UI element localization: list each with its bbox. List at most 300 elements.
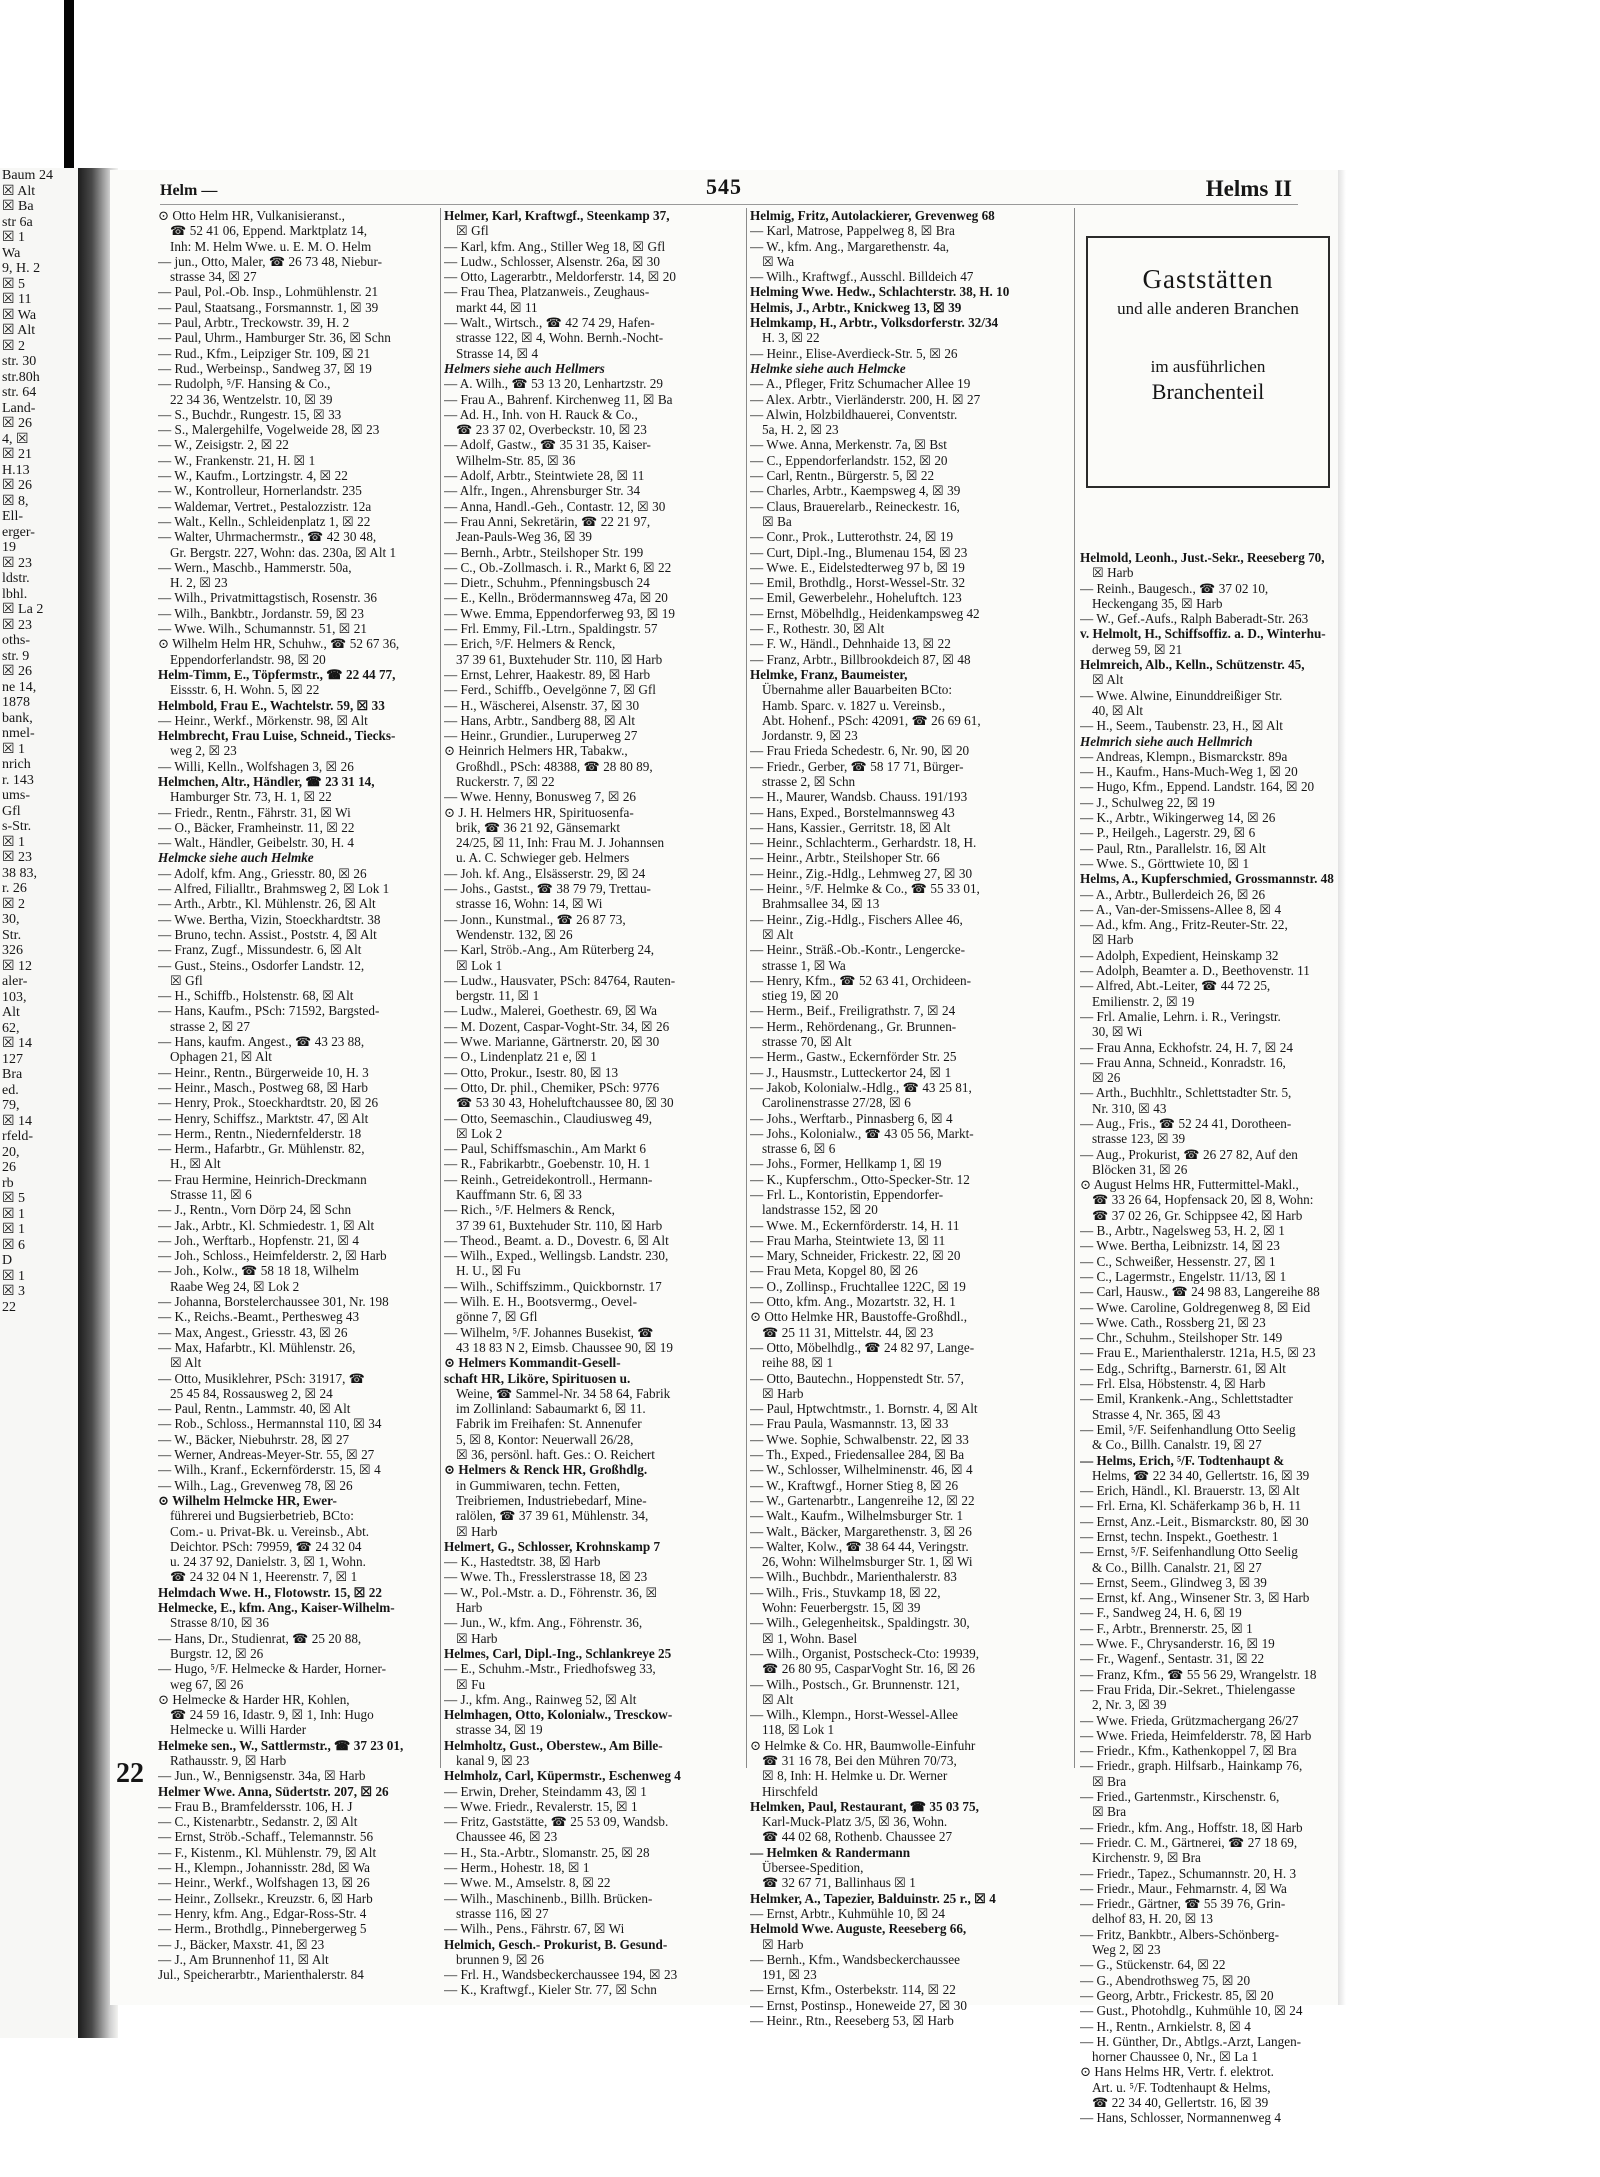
fragment-line: ☒ 2 <box>2 338 26 354</box>
directory-entry: — Ernst, Lehrer, Haakestr. 89, ☒ Harb <box>444 666 651 682</box>
directory-entry: weg 2, ☒ 23 <box>170 743 237 759</box>
fragment-line: Ell- <box>2 509 23 524</box>
directory-entry: — Emil, Brothdlg., Horst-Wessel-Str. 32 <box>750 575 966 591</box>
directory-entry: — Friedr., Rentn., Fährstr. 31, ☒ Wi <box>158 804 351 820</box>
directory-entry: Helmers siehe auch Hellmers <box>444 360 605 376</box>
directory-entry: ☒ Harb <box>762 1936 804 1952</box>
directory-entry: — Wilh., Gelegenheitsk., Spaldingstr. 30, <box>750 1615 970 1631</box>
directory-entry: — Wwe. E., Eidelstedterweg 97 b, ☒ 19 <box>750 559 965 575</box>
directory-entry: ☎ 52 41 06, Eppend. Marktplatz 14, <box>170 223 367 239</box>
directory-entry: — Waldemar, Vertret., Pestalozzistr. 12a <box>158 498 372 514</box>
fragment-line: r. 143 <box>2 772 34 788</box>
directory-entry: — Friedr., Gerber, ☎ 58 17 71, Bürger- <box>750 758 964 774</box>
directory-entry: — Heinr., Zig.-Hdlg., Lehmweg 27, ☒ 30 <box>750 865 973 881</box>
directory-entry: — Helmken & Randermann <box>750 1844 911 1860</box>
directory-entry: ⊙ Helmers & Renck HR, Großhdlg. <box>444 1462 648 1478</box>
directory-entry: — H., Klempn., Johannisstr. 28d, ☒ Wa <box>158 1860 370 1876</box>
fragment-line: 4, ☒ <box>2 431 29 447</box>
directory-entry: & Co., Billh. Canalstr. 21, ☒ 27 <box>1092 1559 1262 1575</box>
directory-entry: — Johs., Werftarb., Pinnasberg 6, ☒ 4 <box>750 1110 953 1126</box>
directory-entry: — Wilh., Organist, Postscheck-Cto: 19939, <box>750 1645 980 1661</box>
directory-entry: Helmker, A., Tapezier, Balduinstr. 25 r., ☒ 4 <box>750 1890 996 1906</box>
directory-entry: — Paul, Uhrm., Hamburger Str. 36, ☒ Schn <box>158 330 391 346</box>
directory-entry: ⊙ Wilhelm Helm HR, Schuhw., ☎ 52 67 36, <box>158 636 400 652</box>
fragment-line: ☒ 1 <box>2 741 26 757</box>
directory-entry: — Frau Anni, Sekretärin, ☎ 22 21 97, <box>444 513 651 529</box>
directory-entry: ☎ 23 37 02, Overbeckstr. 10, ☒ 23 <box>456 422 647 438</box>
directory-entry: Helmbold, Frau E., Wachtelstr. 59, ☒ 33 <box>158 697 385 713</box>
directory-entry: Ruckerstr. 7, ☒ 22 <box>456 773 555 789</box>
directory-entry: Helmcke siehe auch Helmke <box>158 850 314 866</box>
directory-entry: — Adolf, kfm. Ang., Griesstr. 80, ☒ 26 <box>158 865 367 881</box>
directory-entry: Raabe Weg 24, ☒ Lok 2 <box>170 1278 300 1294</box>
directory-entry: — Wilh., Pens., Fährstr. 67, ☒ Wi <box>444 1921 625 1937</box>
directory-entry: — K., Reichs.-Beamt., Perthesweg 43 <box>158 1309 360 1325</box>
directory-entry: — J., Hausmstr., Lutteckertor 24, ☒ 1 <box>750 1064 952 1080</box>
directory-entry: — Hans, Kassier., Gerritstr. 18, ☒ Alt <box>750 819 951 835</box>
directory-entry: — Frau Anna, Schneid., Konradstr. 16, <box>1080 1054 1286 1070</box>
fragment-line: str 6a <box>2 214 33 230</box>
directory-entry: — Johs., Former, Hellkamp 1, ☒ 19 <box>750 1156 942 1172</box>
directory-entry: Hamburger Str. 73, H. 1, ☒ 22 <box>170 789 332 805</box>
directory-entry: — O., Zollinsp., Fruchtallee 122C, ☒ 19 <box>750 1278 966 1294</box>
directory-entry: ☒ Alt <box>762 1691 794 1707</box>
directory-entry: Helmes, Carl, Dipl.-Ing., Schlankreye 25 <box>444 1645 672 1661</box>
directory-entry: — Wwe. Bertha, Vizin, Stoeckhardtstr. 38 <box>158 911 381 927</box>
directory-entry: in Gummiwaren, techn. Fetten, <box>456 1477 621 1493</box>
directory-entry: — W., Zeisigstr. 2, ☒ 22 <box>158 437 289 453</box>
directory-entry: — C., Ob.-Zollmasch. i. R., Markt 6, ☒ 22 <box>444 559 672 575</box>
directory-entry: im Zollinland: Sabaumarkt 6, ☒ 11. <box>456 1401 646 1417</box>
directory-entry: — Rud., Kfm., Leipziger Str. 109, ☒ 21 <box>158 345 371 361</box>
column-4 <box>1080 550 1334 2126</box>
directory-entry: Jean-Pauls-Weg 36, ☒ 39 <box>456 529 593 545</box>
page-number: 545 <box>706 174 742 199</box>
directory-entry: — Hans, Schlosser, Normannenweg 4 <box>1080 2110 1281 2126</box>
directory-entry: — H., Seem., Taubenstr. 23, H., ☒ Alt <box>1080 718 1283 734</box>
directory-entry: — Bernh., Kfm., Wandsbeckerchaussee <box>750 1951 960 1967</box>
page-edge <box>1338 170 1346 2005</box>
directory-entry: — Friedr., Gärtner, ☎ 55 39 76, Grin- <box>1080 1896 1286 1912</box>
fragment-line: ums- <box>2 788 30 803</box>
directory-entry: 40, ☒ Alt <box>1092 702 1144 718</box>
directory-entry: — C., Schweißer, Hessenstr. 27, ☒ 1 <box>1080 1253 1276 1269</box>
directory-entry: ⊙ August Helms HR, Futtermittel-Makl., <box>1080 1177 1299 1193</box>
fragment-line: oths- <box>2 633 30 648</box>
directory-entry: Helmke, Franz, Baumeister, <box>750 666 908 682</box>
directory-entry: Helmecke, E., kfm. Ang., Kaiser-Wilhelm- <box>158 1600 395 1616</box>
directory-entry: Helmreich, Alb., Kelln., Schützenstr. 45, <box>1080 657 1305 673</box>
directory-entry: führerei und Bugsierbetrieb, BCto: <box>170 1508 354 1524</box>
directory-entry: ☒ Ba <box>762 513 792 529</box>
directory-entry: Kirchenstr. 9, ☒ Bra <box>1092 1850 1201 1866</box>
directory-entry: Kauffmann Str. 6, ☒ 33 <box>456 1187 582 1202</box>
directory-entry: Helmecke u. Willi Harder <box>170 1722 307 1738</box>
directory-entry: — Adolph, Expedient, Heinskamp 32 <box>1080 947 1279 963</box>
directory-entry: — Frau Meta, Kopgel 80, ☒ 26 <box>750 1263 918 1279</box>
directory-entry: — W., Schlosser, Wilhelminenstr. 46, ☒ 4 <box>750 1462 973 1478</box>
directory-entry: — Hans, Exped., Borstelmannsweg 43 <box>750 804 955 820</box>
directory-entry: strasse 70, ☒ Alt <box>762 1034 852 1050</box>
directory-entry: Helmbrecht, Frau Luise, Schneid., Tiecks- <box>158 728 396 744</box>
directory-page <box>110 170 1338 2126</box>
directory-entry: Nr. 310, ☒ 43 <box>1092 1100 1167 1116</box>
fragment-line: D <box>2 1253 13 1268</box>
directory-entry: — Frau Thea, Platzanweis., Zeughaus- <box>444 284 650 300</box>
directory-entry: — H., Sta.-Arbtr., Slomanstr. 25, ☒ 28 <box>444 1844 650 1860</box>
directory-entry: — Conr., Prok., Lutterothstr. 24, ☒ 19 <box>750 529 954 545</box>
directory-entry: ☒ Alt <box>762 926 794 942</box>
directory-entry: ☒ Harb <box>1092 565 1134 581</box>
directory-entry: — Wwe. F., Chrysanderstr. 16, ☒ 19 <box>1080 1636 1275 1652</box>
directory-entry: — Otto, Seemaschin., Claudiusweg 49, <box>444 1110 653 1126</box>
directory-entry: — Joh., Werftarb., Hopfenstr. 21, ☒ 4 <box>158 1232 359 1248</box>
directory-entry: — A. Wilh., ☎ 53 13 20, Lenhartzstr. 29 <box>444 376 663 392</box>
header-rule <box>160 204 1298 205</box>
directory-entry: — Walt., Kelln., Schleidenplatz 1, ☒ 22 <box>158 513 371 529</box>
directory-entry: ☒ 8, Inh: H. Helmke u. Dr. Werner <box>762 1768 948 1784</box>
directory-entry: — E., Schuhm.-Mstr., Friedhofsweg 33, <box>444 1661 656 1677</box>
directory-entry: — Fritz, Bankbtr., Albers-Schönberg- <box>1080 1926 1280 1942</box>
directory-entry: — Fried., Gartenmstr., Kirschenstr. 6, <box>1080 1789 1280 1805</box>
directory-entry: — Jakob, Kolonialw.-Hdlg., ☎ 43 25 81, <box>750 1079 972 1095</box>
directory-entry: delhof 83, H. 20, ☒ 13 <box>1092 1911 1213 1927</box>
directory-entry: Übersee-Spedition, <box>762 1860 864 1876</box>
directory-entry: — Otto, kfm. Ang., Mozartstr. 32, H. 1 <box>750 1294 956 1310</box>
fragment-line: str. 9 <box>2 648 30 664</box>
fragment-line: ☒ 5 <box>2 276 26 292</box>
ad-line: im ausführlichen <box>1150 357 1266 376</box>
directory-entry: Ophagen 21, ☒ Alt <box>170 1049 272 1065</box>
directory-entry: — Paul, Staatsang., Forsmannstr. 1, ☒ 39 <box>158 299 379 315</box>
directory-entry: — W., Frankenstr. 21, H. ☒ 1 <box>158 452 316 468</box>
directory-entry: 37 39 61, Buxtehuder Str. 110, ☒ Harb <box>456 1217 663 1233</box>
directory-entry: Jordanstr. 9, ☒ 23 <box>762 728 858 744</box>
directory-entry: — Rud., Werbeinsp., Sandweg 37, ☒ 19 <box>158 360 372 376</box>
directory-entry: — Adolph, Beamter a. D., Beethovenstr. 11 <box>1080 963 1310 979</box>
fragment-line: ☒ Wa <box>2 307 37 323</box>
directory-entry: — Ludw., Hausvater, PSch: 84764, Rauten- <box>444 972 676 988</box>
fragment-line: rfeld- <box>2 1129 34 1144</box>
directory-entry: — Paul, Hptwchtmstr., 1. Bornstr. 4, ☒ Alt <box>750 1401 978 1417</box>
directory-entry: ☒ Fu <box>456 1676 486 1692</box>
directory-entry: — Frau Marha, Steintwiete 13, ☒ 11 <box>750 1232 946 1248</box>
fragment-line: Alt <box>2 1005 20 1020</box>
directory-entry: — Bruno, techn. Assist., Poststr. 4, ☒ Alt <box>158 926 377 942</box>
directory-entry: Helms, ☎ 22 34 40, Gellertstr. 16, ☒ 39 <box>1092 1467 1310 1483</box>
directory-entry: — Heinr., Zig.-Hdlg., Fischers Allee 46, <box>750 911 963 927</box>
directory-entry: — Wwe. Caroline, Goldregenweg 8, ☒ Eid <box>1080 1299 1311 1315</box>
ad-subtitle: und alle anderen Branchen <box>1117 299 1299 318</box>
directory-entry: v. Helmolt, H., Schiffsoffiz. a. D., Winterhu- <box>1080 626 1326 642</box>
directory-entry: — Heinr., Werkf., Wolfshagen 13, ☒ 26 <box>158 1875 370 1891</box>
directory-entry: ☒ Harb <box>1092 932 1134 948</box>
directory-entry: Helmich, Gesch.- Prokurist, B. Gesund- <box>444 1936 668 1952</box>
directory-entry: — F., Rothestr. 30, ☒ Alt <box>750 621 885 637</box>
directory-entry: — O., Bäcker, Framheinstr. 11, ☒ 22 <box>158 819 355 835</box>
directory-entry: — Paul, Schiffsmaschin., Am Markt 6 <box>444 1141 646 1157</box>
directory-entry: — Wilh., Kranf., Eckernförderstr. 15, ☒ 4 <box>158 1462 381 1478</box>
directory-entry: — A., Arbtr., Bullerdeich 26, ☒ 26 <box>1080 886 1266 902</box>
directory-entry: — Hans, Arbtr., Sandberg 88, ☒ Alt <box>444 712 636 728</box>
directory-entry: — Ernst, Postinsp., Honeweide 27, ☒ 30 <box>750 1997 967 2013</box>
directory-entry: 37 39 61, Buxtehuder Str. 110, ☒ Harb <box>456 651 663 667</box>
directory-entry: — Wilh., Lag., Grevenweg 78, ☒ 26 <box>158 1477 353 1493</box>
directory-entry: ☎ 44 02 68, Rothenb. Chaussee 27 <box>762 1829 953 1845</box>
directory-entry: bergstr. 11, ☒ 1 <box>456 988 540 1004</box>
directory-entry: — Fr., Wagenf., Sentastr. 31, ☒ 22 <box>1080 1651 1265 1667</box>
fragment-line: ☒ 1 <box>2 834 26 850</box>
fragment-line: 38 83, <box>2 865 37 881</box>
directory-entry: ☒ Harb <box>762 1385 804 1401</box>
directory-entry: — W., Gef.-Aufs., Ralph Baberadt-Str. 263 <box>1080 611 1309 627</box>
directory-entry: — Frl. H., Wandsbeckerchaussee 194, ☒ 23 <box>444 1967 678 1983</box>
fragment-line: Bra <box>2 1067 23 1082</box>
fragment-line: str. 30 <box>2 354 37 369</box>
directory-entry: Gr. Bergstr. 227, Wohn: das. 230a, ☒ Alt 1 <box>170 544 397 560</box>
directory-entry: weg 67, ☒ 26 <box>170 1676 244 1692</box>
directory-entry: — Aug., Fris., ☎ 52 24 41, Dorotheen- <box>1080 1115 1292 1131</box>
directory-entry: schaft HR, Liköre, Spirituosen u. <box>444 1370 631 1386</box>
directory-entry: Wendenstr. 132, ☒ 26 <box>456 926 573 942</box>
directory-entry: strasse 2, ☒ 27 <box>170 1018 250 1034</box>
directory-entry: — Johs., Kolonialw., ☎ 43 05 56, Markt- <box>750 1125 974 1141</box>
directory-entry: 2, Nr. 3, ☒ 39 <box>1092 1697 1167 1713</box>
directory-entry: — Ludw., Malerei, Goethestr. 69, ☒ Wa <box>444 1003 657 1019</box>
directory-entry: — Helms, Erich, ⁵/F. Todtenhaupt & <box>1080 1452 1285 1468</box>
directory-entry: — Otto, Prokur., Isestr. 80, ☒ 13 <box>444 1064 619 1080</box>
directory-entry: Wilhelm-Str. 85, ☒ 36 <box>456 452 576 468</box>
directory-entry: — Herm., Hafarbtr., Gr. Mühlenstr. 82, <box>158 1141 365 1157</box>
directory-entry: — Gust., Steins., Osdorfer Landstr. 12, <box>158 957 365 973</box>
directory-entry: — O., Lindenplatz 21 e, ☒ 1 <box>444 1049 597 1065</box>
directory-entry: derweg 59, ☒ 21 <box>1092 641 1183 657</box>
directory-entry: — Alwin, Holzbildhauerei, Conventstr. <box>750 406 958 422</box>
directory-entry: — Ernst, Anz.-Leit., Bismarckstr. 80, ☒ 30 <box>1080 1513 1309 1529</box>
directory-entry: — J., Am Brunnenhof 11, ☒ Alt <box>158 1951 329 1967</box>
directory-entry: — Rich., ⁵/F. Helmers & Renck, <box>444 1202 615 1218</box>
directory-entry: strasse 34, ☒ 27 <box>170 269 257 285</box>
directory-entry: — Johanna, Borstelerchaussee 301, Nr. 198 <box>158 1294 389 1310</box>
directory-entry: 24/25, ☒ 11, Inh: Frau M. J. Johannsen <box>456 835 665 851</box>
directory-entry: Strasse 8/10, ☒ 36 <box>170 1615 270 1631</box>
fragment-line: 30, <box>2 912 20 927</box>
directory-entry: — Frl. Erna, Kl. Schäferkamp 36 b, H. 11 <box>1080 1498 1302 1514</box>
fragment-line: ☒ 1 <box>2 1222 26 1237</box>
scan-edge-bar <box>64 0 74 178</box>
directory-entry: — Friedr. C. M., Gärtnerei, ☎ 27 18 69, <box>1080 1834 1298 1850</box>
fragment-line: s-Str. <box>2 819 32 834</box>
directory-entry: — C., Eppendorferlandstr. 152, ☒ 20 <box>750 452 948 468</box>
directory-entry: — Walt., Händler, Geibelstr. 30, H. 4 <box>158 835 354 851</box>
directory-entry: brunnen 9, ☒ 26 <box>456 1951 545 1967</box>
directory-entry: — Franz, Kfm., ☎ 55 56 29, Wrangelstr. 18 <box>1080 1666 1317 1682</box>
directory-entry: — Adolf, Gastw., ☎ 35 31 35, Kaiser- <box>444 437 651 453</box>
directory-entry: — J., kfm. Ang., Rainweg 52, ☒ Alt <box>444 1691 637 1707</box>
directory-entry: — Frl. Amalie, Lehrn. i. R., Veringstr. <box>1080 1008 1281 1024</box>
directory-entry: — Adolf, Arbtr., Steintwiete 28, ☒ 11 <box>444 468 645 484</box>
directory-entry: — Wwe. Wilh., Schumannstr. 51, ☒ 21 <box>158 621 367 637</box>
directory-entry: — K., Kupferschm., Otto-Specker-Str. 12 <box>750 1171 970 1187</box>
fragment-line: ☒ 1 <box>2 1206 26 1222</box>
directory-entry: ☒ 36, persönl. haft. Ges.: O. Reichert <box>456 1447 655 1463</box>
directory-entry: Helmold Wwe. Auguste, Reeseberg 66, <box>750 1921 967 1937</box>
directory-entry: Helm-Timm, E., Töpfermstr., ☎ 22 44 77, <box>158 666 396 682</box>
directory-entry: Deichtor. PSch: 79959, ☎ 24 32 04 <box>170 1538 362 1554</box>
ad-title: Gaststätten <box>1142 264 1274 294</box>
directory-entry: ☒ Lok 1 <box>456 957 503 973</box>
fragment-line: ldstr. <box>2 571 30 586</box>
directory-entry: — Franz, Zugf., Missundestr. 6, ☒ Alt <box>158 942 362 958</box>
directory-entry: ☎ 33 26 64, Hopfensack 20, ☒ 8, Wohn: <box>1092 1192 1314 1208</box>
column-divider <box>746 208 747 1768</box>
previous-page-fragment <box>0 168 78 2038</box>
directory-entry: Eppendorferlandstr. 98, ☒ 20 <box>170 651 326 667</box>
directory-entry: ⊙ Hans Helms HR, Vertr. f. elektrot. <box>1080 2064 1274 2080</box>
directory-entry: — Heinr., Rentn., Bürgerweide 10, H. 3 <box>158 1064 369 1080</box>
directory-entry: — Herm., Beif., Freiligrathstr. 7, ☒ 24 <box>750 1003 956 1019</box>
directory-entry: — Herm., Gastw., Eckernförder Str. 25 <box>750 1049 957 1065</box>
directory-entry: ⊙ J. H. Helmers HR, Spirituosenfa- <box>444 804 634 820</box>
fragment-line: str.80h <box>2 369 40 385</box>
fragment-line: bank, <box>2 710 33 726</box>
directory-entry: — Heinr., Werkf., Mörkenstr. 98, ☒ Alt <box>158 712 368 728</box>
directory-entry: 118, ☒ Lok 1 <box>762 1722 835 1738</box>
directory-entry: — Edg., Schriftg., Barnerstr. 61, ☒ Alt <box>1080 1360 1286 1376</box>
directory-entry: — Charles, Arbtr., Kaempsweg 4, ☒ 39 <box>750 483 961 499</box>
fragment-line: ☒ 23 <box>2 617 33 633</box>
fragment-line: ☒ 3 <box>2 1284 26 1299</box>
directory-entry: — Willi, Kelln., Wolfshagen 3, ☒ 26 <box>158 758 354 774</box>
directory-entry: Eissstr. 6, H. Wohn. 5, ☒ 22 <box>170 682 320 698</box>
directory-entry: Helmert, G., Schlosser, Krohnskamp 7 <box>444 1538 661 1554</box>
fragment-line: ne 14, <box>2 679 37 695</box>
directory-entry: — Wwe. Emma, Eppendorferweg 93, ☒ 19 <box>444 605 675 621</box>
directory-entry: 5, ☒ 8, Kontor: Neuerwall 26/28, <box>456 1431 634 1447</box>
fragment-line: 22 <box>2 1299 16 1315</box>
directory-entry: — Friedr., Tapez., Schumannstr. 20, H. 3 <box>1080 1865 1297 1881</box>
directory-entry: — Erich, ⁵/F. Helmers & Renck, <box>444 636 616 652</box>
directory-entry: — Frl. L., Kontoristin, Eppendorfer- <box>750 1187 944 1202</box>
directory-entry: — Ernst, Möbelhdlg., Heidenkampsweg 42 <box>750 605 980 621</box>
directory-entry: — Herm., Rehördenang., Gr. Brunnen- <box>750 1018 957 1034</box>
directory-entry: Wohn: Feuerbergstr. 15, ☒ 39 <box>762 1600 921 1616</box>
directory-entry: — Ludw., Schlosser, Alsenstr. 26a, ☒ 30 <box>444 253 660 269</box>
directory-entry: ☒ 1, Wohn. Basel <box>762 1630 858 1646</box>
directory-entry: — Bernh., Arbtr., Steilshoper Str. 199 <box>444 544 644 560</box>
fragment-line: ☒ Ba <box>2 199 34 214</box>
directory-entry: — jun., Otto, Maler, ☎ 26 73 48, Niebur- <box>158 253 383 269</box>
directory-entry: ☎ 25 11 31, Mittelstr. 44, ☒ 23 <box>762 1324 934 1340</box>
directory-entry: — W., Pol.-Mstr. a. D., Föhrenstr. 36, ☒ <box>444 1584 658 1600</box>
directory-entry: Strasse 4, Nr. 365, ☒ 43 <box>1092 1406 1221 1422</box>
directory-entry: — Ernst, kf. Ang., Winsener Str. 3, ☒ Harb <box>1080 1590 1310 1606</box>
directory-entry: — Wwe. Alwine, Einunddreißiger Str. <box>1080 687 1283 703</box>
directory-entry: — Frau E., Marienthalerstr. 121a, H.5, ☒ 23 <box>1080 1345 1316 1361</box>
directory-entry: Blöcken 31, ☒ 26 <box>1092 1161 1188 1177</box>
directory-entry: — Otto, Bautechn., Hoppenstedt Str. 57, <box>750 1370 964 1386</box>
directory-entry: — K., Arbtr., Wikingerweg 14, ☒ 26 <box>1080 810 1276 826</box>
fragment-line: ☒ 26 <box>2 664 33 679</box>
fragment-line: ☒ 14 <box>2 1036 33 1051</box>
column-2 <box>444 208 756 1998</box>
directory-entry: ☒ Bra <box>1092 1804 1127 1820</box>
directory-entry: — Ad. H., Inh. von H. Rauck & Co., <box>444 406 638 422</box>
directory-entry: horner Chaussee 0, Nr., ☒ La 1 <box>1092 2049 1259 2065</box>
directory-entry: — Heinr., Sträß.-Ob.-Kontr., Lengercke- <box>750 942 965 958</box>
directory-entry: — Friedr., graph. Hilfsarb., Hainkamp 76, <box>1080 1758 1303 1774</box>
directory-entry: — Frl. Elsa, Höbstenstr. 4, ☒ Harb <box>1080 1376 1266 1392</box>
directory-entry: & Co., Billh. Canalstr. 19, ☒ 27 <box>1092 1437 1262 1453</box>
directory-entry: — Claus, Brauerelarb., Reineckestr. 16, <box>750 498 960 514</box>
directory-entry: — W., Bäcker, Niebuhrstr. 28, ☒ 27 <box>158 1431 350 1447</box>
fragment-line: 62, <box>2 1020 20 1036</box>
directory-entry: — Alfr., Ingen., Ahrensburger Str. 34 <box>444 483 641 499</box>
directory-entry: — Wilh., Maschinenb., Billh. Brücken- <box>444 1890 653 1906</box>
directory-entry: — K., Kraftwgf., Kieler Str. 77, ☒ Schn <box>444 1982 657 1998</box>
directory-entry: ⊙ Helmers Kommandit-Gesell- <box>444 1355 621 1371</box>
directory-entry: — Heinr., Masch., Postweg 68, ☒ Harb <box>158 1079 368 1095</box>
directory-entry: — Emil, Gewerbelehr., Hoheluftch. 123 <box>750 590 962 606</box>
directory-entry: — Karl, Ströb.-Ang., Am Rüterberg 24, <box>444 942 655 958</box>
directory-entry: — Max, Angest., Griesstr. 43, ☒ 26 <box>158 1324 348 1340</box>
directory-entry: — Joh., Kolw., ☎ 58 18 18, Wilhelm <box>158 1263 359 1279</box>
footer-number: 22 <box>116 1758 144 1789</box>
directory-entry: — Gust., Photohdlg., Kuhmühle 10, ☒ 24 <box>1080 2003 1303 2019</box>
fragment-line: H.13 <box>2 462 30 478</box>
directory-entry: — Wwe. Marianne, Gärtnerstr. 20, ☒ 30 <box>444 1034 660 1050</box>
directory-entry: — Heinr., Schlachterm., Gerhardstr. 18, H. <box>750 835 977 851</box>
directory-entry: — Ernst, Kfm., Osterbekstr. 114, ☒ 22 <box>750 1982 956 1998</box>
directory-entry: H. 3, ☒ 22 <box>762 330 820 346</box>
directory-entry: — Erich, Händl., Kl. Brauerstr. 13, ☒ Alt <box>1080 1483 1300 1499</box>
directory-entry: — Wilh., Bankbtr., Jordanstr. 59, ☒ 23 <box>158 605 364 621</box>
directory-entry: — Heinr., Elise-Averdieck-Str. 5, ☒ 26 <box>750 345 958 361</box>
advertisement-box <box>1086 236 1330 488</box>
fragment-line: ☒ 11 <box>2 292 32 307</box>
directory-entry: strasse 2, ☒ Schn <box>762 773 856 789</box>
directory-entry: — Wwe. Th., Fresslerstrasse 18, ☒ 23 <box>444 1569 648 1585</box>
directory-entry: ☎ 37 02 26, Gr. Schippsee 42, ☒ Harb <box>1092 1207 1303 1223</box>
directory-entry: Heckengang 35, ☒ Harb <box>1092 595 1223 611</box>
directory-entry: — Paul, Pol.-Ob. Insp., Lohmühlenstr. 21 <box>158 284 379 300</box>
fragment-line: 127 <box>2 1051 23 1067</box>
directory-entry: ☎ 32 67 71, Ballinhaus ☒ 1 <box>762 1875 916 1891</box>
directory-entry: — Otto, Lagerarbtr., Meldorferstr. 14, ☒ 20 <box>444 269 676 285</box>
directory-entry: ⊙ Helmecke & Harder HR, Kohlen, <box>158 1691 350 1707</box>
directory-entry: ☎ 26 80 95, CasparVoght Str. 16, ☒ 26 <box>762 1661 976 1677</box>
directory-entry: — Frau B., Bramfeldersstr. 106, H. J <box>158 1798 353 1814</box>
directory-entry: — Emil, Krankenk.-Ang., Schlettstadter <box>1080 1391 1293 1407</box>
directory-entry: — Ernst, Ströb.-Schaff., Telemannstr. 56 <box>158 1829 374 1845</box>
directory-entry: — Wilh., Kraftwgf., Ausschl. Billdeich 47 <box>750 269 974 285</box>
directory-entry: — K., Hastedtstr. 38, ☒ Harb <box>444 1554 601 1570</box>
directory-entry: — A., Van-der-Smissens-Allee 8, ☒ 4 <box>1080 901 1282 917</box>
fragment-line: Str. <box>2 927 22 943</box>
fragment-line: Wa <box>2 245 21 261</box>
directory-entry: Helmholz, Carl, Küpermstr., Eschenweg 4 <box>444 1768 681 1784</box>
directory-entry: Com.- u. Privat-Bk. u. Vereinsb., Abt. <box>170 1523 370 1539</box>
directory-entry: Helms, A., Kupferschmied, Grossmannstr. 48 <box>1080 871 1334 887</box>
directory-entry: — Arth., Arbtr., Kl. Mühlenstr. 26, ☒ Alt <box>158 896 376 912</box>
directory-entry: — Friedr., Kfm., Kathenkoppel 7, ☒ Bra <box>1080 1743 1297 1759</box>
directory-entry: ☒ Alt <box>1092 672 1124 688</box>
directory-entry: Übernahme aller Bauarbeiten BCto: <box>762 682 953 698</box>
directory-entry: Treibriemen, Industriebedarf, Mine- <box>456 1492 647 1508</box>
fragment-line: 19 <box>2 540 16 555</box>
directory-entry: — Alfred, Abt.-Leiter, ☎ 44 72 25, <box>1080 978 1271 994</box>
directory-entry: — Henry, Prok., Stoeckhardtstr. 20, ☒ 26 <box>158 1095 379 1111</box>
